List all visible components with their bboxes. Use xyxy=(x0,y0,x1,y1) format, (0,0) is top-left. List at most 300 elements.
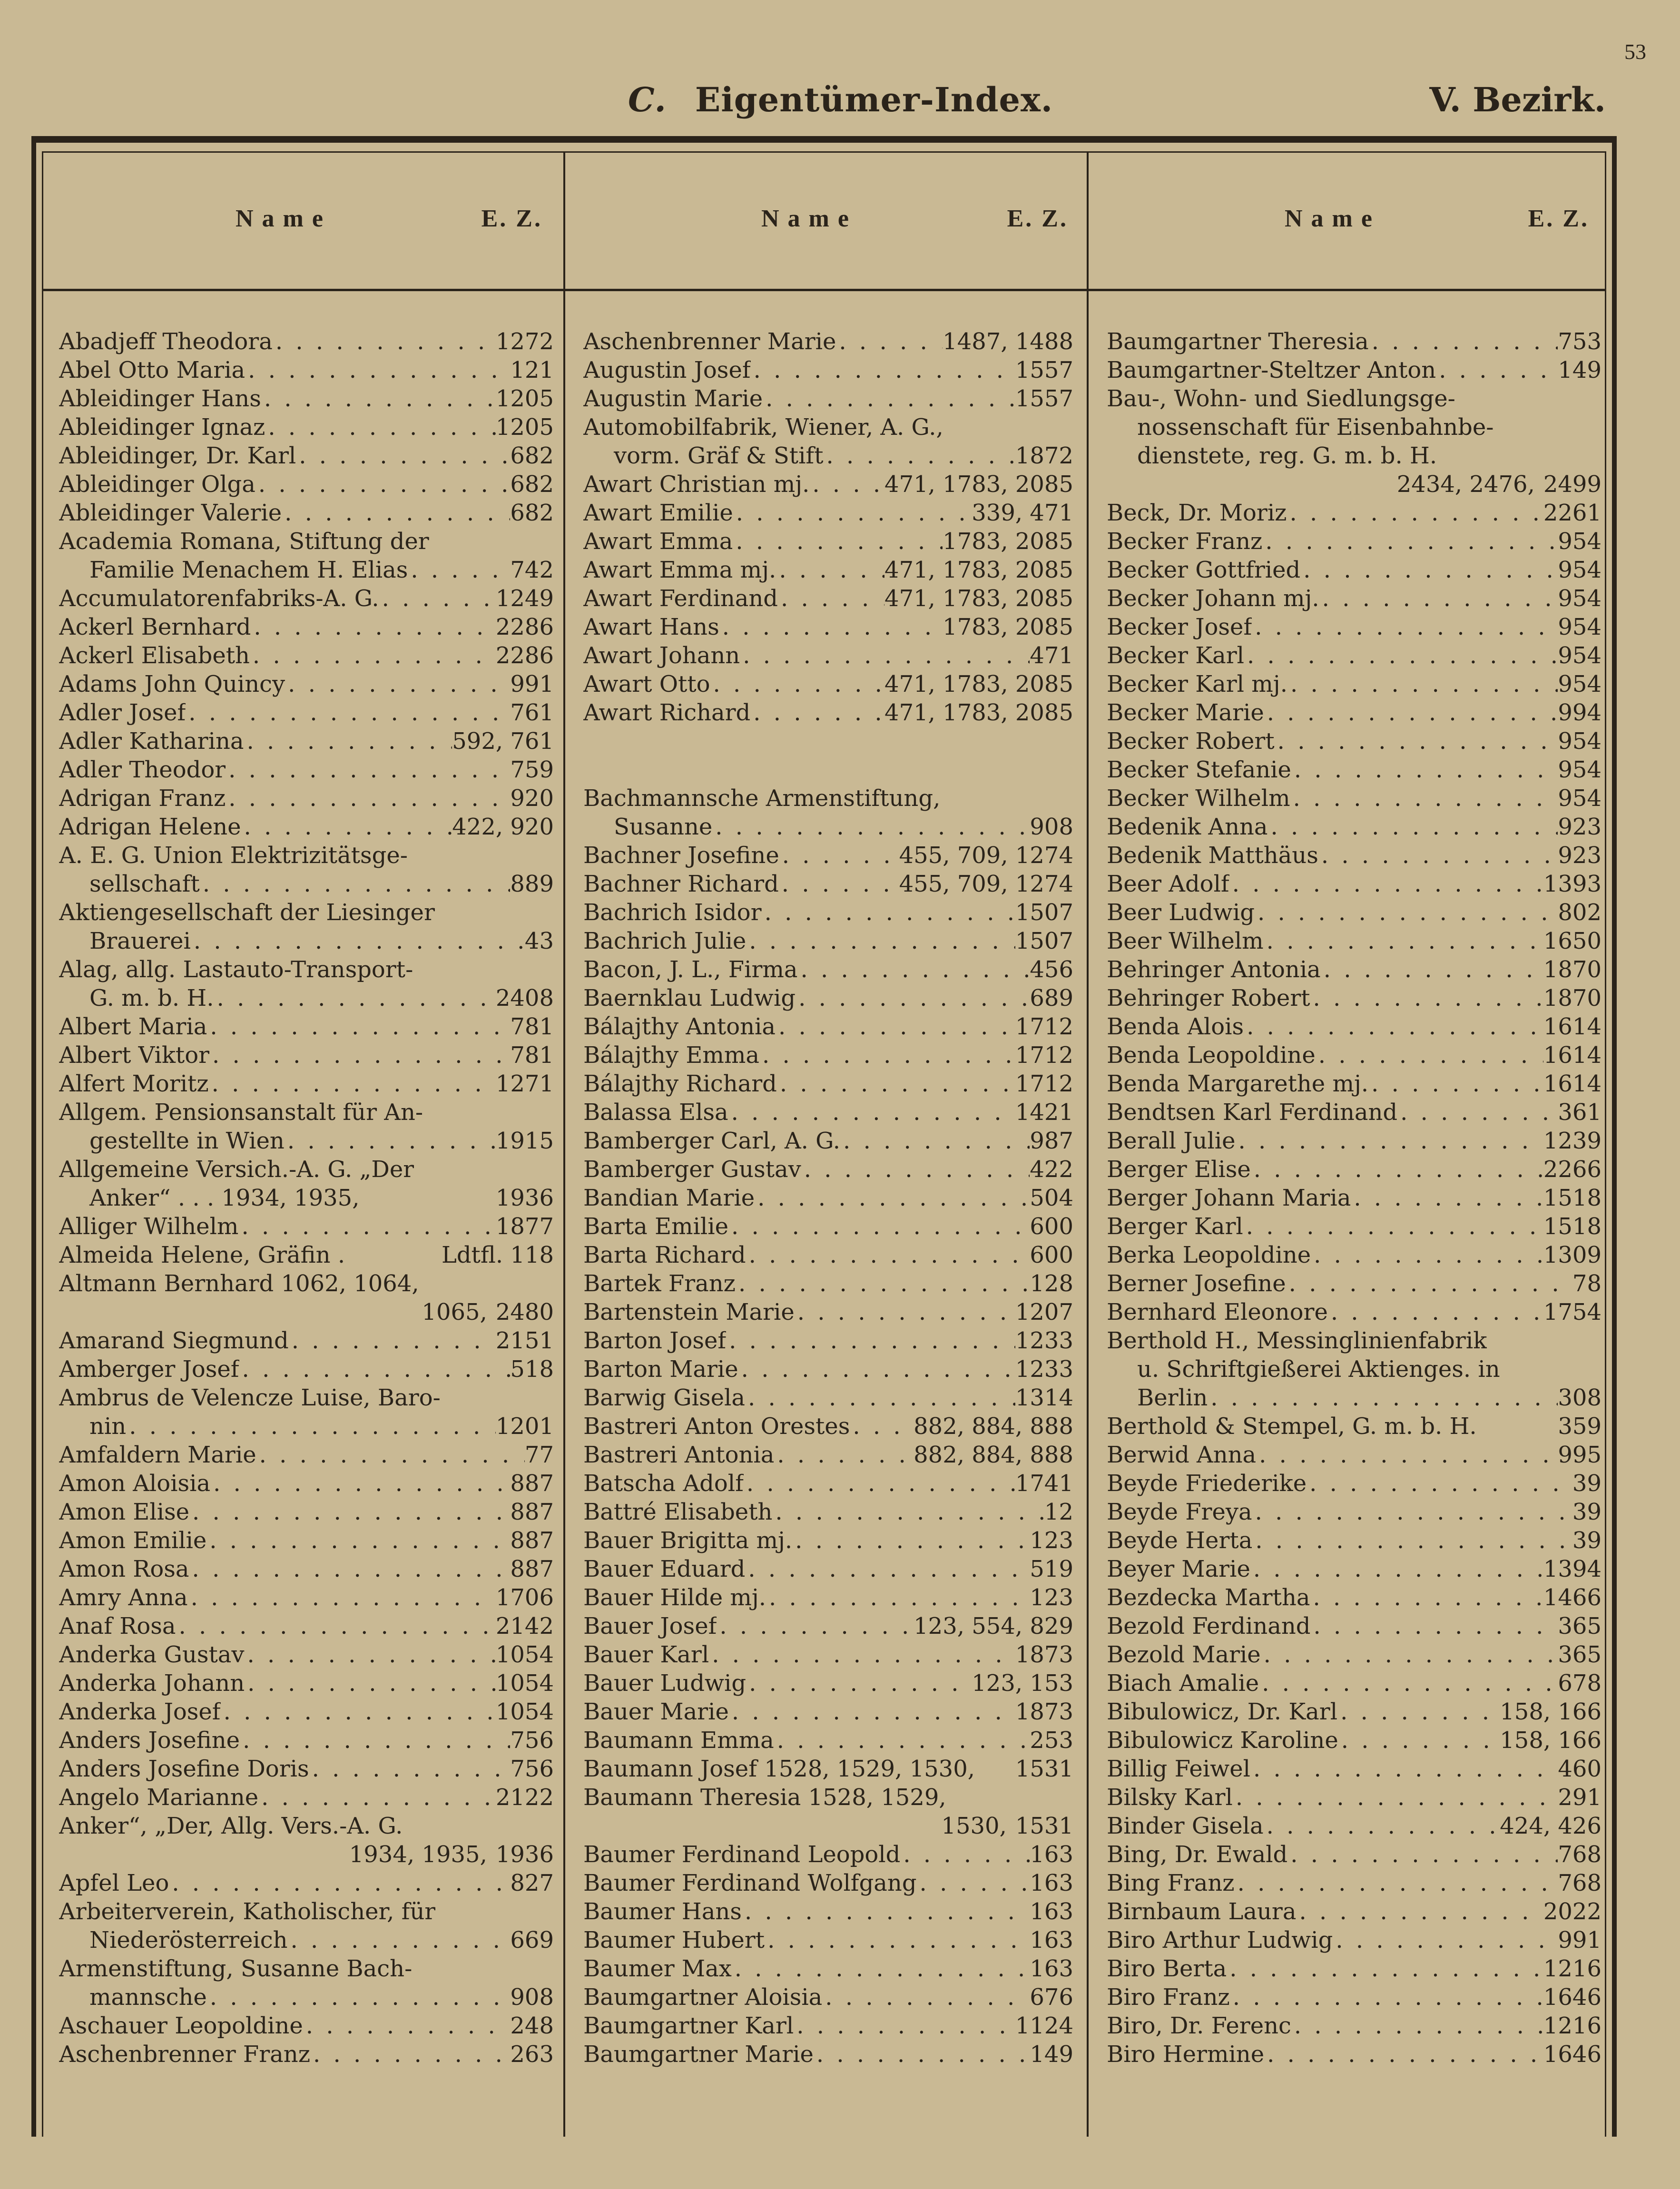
entry-ez: 1650 xyxy=(1543,928,1601,954)
entry-name: Alag, allg. Lastauto-Transport- xyxy=(59,956,413,983)
index-entry xyxy=(1107,1926,1601,1954)
leader-dots xyxy=(221,1698,496,1726)
entry-ez: 954 xyxy=(1558,557,1601,583)
index-entry xyxy=(1107,1269,1601,1298)
entry-name: Balassa Elsa xyxy=(583,1099,728,1126)
entry-name: Albert Maria xyxy=(59,1013,207,1040)
entry-ez: 471, 1783, 2085 xyxy=(884,557,1073,583)
index-column-1 xyxy=(59,327,554,2069)
entry-name: Anderka Johann xyxy=(59,1670,245,1697)
entry-ez: 39 xyxy=(1572,1470,1601,1497)
leader-dots xyxy=(709,1640,1015,1669)
index-entry xyxy=(1107,2040,1601,2069)
entry-name: Biro Arthur Ludwig xyxy=(1107,1927,1333,1953)
leader-dots xyxy=(209,1070,496,1098)
entry-ez: 987 xyxy=(1030,1128,1073,1154)
index-entry xyxy=(59,1783,554,1812)
index-entry xyxy=(1107,1583,1601,1612)
leader-dots xyxy=(745,1384,1015,1412)
entry-name: Berthold & Stempel, G. m. b. H. xyxy=(1107,1413,1477,1440)
index-entry xyxy=(1107,898,1601,927)
entry-ez: 923 xyxy=(1558,842,1601,869)
entry-name: Bacon, J. L., Firma xyxy=(583,956,798,983)
column-header-1 xyxy=(236,205,542,238)
leader-dots xyxy=(296,442,510,470)
entry-ez: 768 xyxy=(1558,1870,1601,1896)
leader-dots xyxy=(239,1355,511,1384)
index-entry-continuation xyxy=(59,984,554,1012)
entry-ez: 77 xyxy=(524,1442,554,1468)
leader-dots xyxy=(1290,784,1558,813)
entry-ez: 163 xyxy=(1030,1870,1073,1896)
entry-name: gestellte in Wien xyxy=(89,1128,285,1154)
index-entry xyxy=(583,1755,1073,1783)
entry-ez: 761 xyxy=(510,699,554,726)
entry-name: Bachner Josefine xyxy=(583,842,779,869)
leader-dots xyxy=(238,1212,495,1241)
entry-ez: 682 xyxy=(510,500,554,526)
index-entry xyxy=(59,756,554,784)
entry-name: Awart Johann xyxy=(583,642,740,669)
leader-dots xyxy=(796,984,1030,1012)
leader-dots xyxy=(1287,670,1558,698)
leader-dots xyxy=(1397,1098,1558,1127)
leader-dots xyxy=(726,1326,1015,1355)
leader-dots xyxy=(1316,1041,1543,1070)
entry-name: Amon Elise xyxy=(59,1499,190,1525)
entry-name: Bedenik Anna xyxy=(1107,814,1268,840)
entry-ez: 365 xyxy=(1558,1641,1601,1668)
entry-ez: 2266 xyxy=(1543,1156,1601,1183)
index-entry xyxy=(1107,841,1601,870)
leader-dots xyxy=(719,613,943,641)
index-entry-continuation xyxy=(583,442,1073,470)
index-entry-continuation xyxy=(1107,1384,1601,1412)
leader-dots xyxy=(1291,756,1558,784)
leader-dots xyxy=(712,813,1030,841)
leader-dots xyxy=(210,1469,510,1498)
entry-ez: 1557 xyxy=(1015,357,1073,383)
index-entry-continuation xyxy=(1107,413,1601,442)
entry-ez: 1233 xyxy=(1015,1327,1073,1354)
leader-dots xyxy=(1307,1469,1572,1498)
entry-name: Barton Marie xyxy=(583,1356,738,1383)
entry-name: Bezold Marie xyxy=(1107,1641,1261,1668)
entry-name: Allgem. Pensionsanstalt für An- xyxy=(59,1099,423,1126)
entry-name: Baumann Theresia 1528, 1529, xyxy=(583,1784,946,1811)
entry-ez: 1557 xyxy=(1015,385,1073,412)
index-entry xyxy=(1107,670,1601,698)
index-entry xyxy=(583,927,1073,955)
entry-ez: 678 xyxy=(1558,1670,1601,1697)
entry-ez: 149 xyxy=(1558,357,1601,383)
entry-name: Awart Emilie xyxy=(583,500,733,526)
entry-ez: 954 xyxy=(1558,585,1601,612)
index-entry xyxy=(59,2040,554,2069)
column-header-2 xyxy=(761,205,1068,238)
entry-name: Biach Amalie xyxy=(1107,1670,1259,1697)
leader-dots xyxy=(744,1469,1015,1498)
index-entry xyxy=(59,613,554,641)
leader-dots xyxy=(733,499,972,527)
entry-name: Bauer Eduard xyxy=(583,1556,746,1582)
leader-dots xyxy=(1368,1070,1543,1098)
entry-name: Arbeiterverein, Katholischer, für xyxy=(59,1898,436,1925)
entry-name: vorm. Gräf & Stift xyxy=(614,442,824,469)
index-entry xyxy=(583,1326,1073,1355)
leader-dots xyxy=(379,584,496,613)
leader-dots xyxy=(774,1726,1030,1755)
entry-name: Batscha Adolf xyxy=(583,1470,744,1497)
entry-ez: 1614 xyxy=(1543,1013,1601,1040)
entry-name: Bartenstein Marie xyxy=(583,1299,795,1325)
entry-name: Adrigan Helene xyxy=(59,814,241,840)
leader-dots xyxy=(207,1983,511,2012)
entry-name: Ackerl Bernhard xyxy=(59,614,251,640)
leader-dots xyxy=(840,1127,1030,1155)
entry-ez: 291 xyxy=(1558,1784,1601,1811)
entry-name: Niederösterreich xyxy=(89,1927,288,1953)
index-entry xyxy=(583,384,1073,413)
leader-dots xyxy=(1264,698,1558,727)
leader-dots xyxy=(1244,641,1558,670)
index-entry xyxy=(1107,1612,1601,1640)
entry-name: Becker Josef xyxy=(1107,614,1252,640)
entry-ez: 1873 xyxy=(1015,1698,1073,1725)
entry-name: Academia Romana, Stiftung der xyxy=(59,528,429,555)
entry-ez: 253 xyxy=(1030,1727,1073,1754)
entry-name: Bing Franz xyxy=(1107,1870,1235,1896)
entry-name: Becker Robert xyxy=(1107,728,1275,755)
entry-name: Awart Ferdinand xyxy=(583,585,778,612)
entry-name: Brauerei xyxy=(89,928,191,954)
entry-name: Baernklau Ludwig xyxy=(583,985,796,1011)
leader-dots xyxy=(779,870,899,898)
index-entry xyxy=(59,327,554,356)
leader-dots xyxy=(710,670,885,698)
entry-ez: 365 xyxy=(1558,1613,1601,1639)
entry-ez: 1936 xyxy=(495,1841,554,1868)
entry-ez: 2142 xyxy=(495,1613,554,1639)
index-entry xyxy=(59,1755,554,1783)
leader-dots xyxy=(189,1498,510,1526)
entry-ez: 339, 471 xyxy=(972,500,1073,526)
leader-dots xyxy=(1259,1669,1558,1698)
leader-dots xyxy=(1252,1526,1572,1555)
entry-name: Allgemeine Versich.-A. G. „Der xyxy=(59,1156,414,1183)
index-entry xyxy=(59,1070,554,1098)
leader-dots xyxy=(245,1640,496,1669)
leader-dots xyxy=(1261,1640,1558,1669)
index-entry xyxy=(583,1012,1073,1041)
entry-ez: 123 xyxy=(1030,1584,1073,1611)
leader-dots xyxy=(1250,1555,1543,1583)
index-entry xyxy=(59,1640,554,1669)
entry-name: Susanne xyxy=(614,814,713,840)
entry-ez: 123, 554, 829 xyxy=(914,1613,1073,1639)
index-entry xyxy=(583,1098,1073,1127)
entry-name: Berlin xyxy=(1137,1384,1208,1411)
entry-ez: 908 xyxy=(1030,814,1073,840)
index-entry-continuation xyxy=(59,556,554,584)
index-entry xyxy=(1107,1326,1601,1355)
entry-ez: 1272 xyxy=(495,328,554,355)
entry-name: Behringer Antonia xyxy=(1107,956,1321,983)
entry-name: Ackerl Elisabeth xyxy=(59,642,250,669)
leader-dots xyxy=(836,327,943,356)
leader-dots xyxy=(738,1355,1015,1384)
index-entry xyxy=(59,1726,554,1755)
index-entry xyxy=(583,1127,1073,1155)
entry-name: Bálajthy Richard xyxy=(583,1070,777,1097)
leader-dots xyxy=(1310,1612,1558,1640)
index-entry xyxy=(583,1526,1073,1555)
index-entry xyxy=(1107,1897,1601,1926)
entry-ez: 995 xyxy=(1558,1442,1601,1468)
entry-ez: 676 xyxy=(1030,1984,1073,2011)
entry-ez: 158, 166 xyxy=(1500,1698,1601,1725)
leader-dots xyxy=(188,1583,496,1612)
entry-name: Berger Karl xyxy=(1107,1213,1243,1240)
index-entry xyxy=(583,1355,1073,1384)
entry-name-part: 1065, xyxy=(422,1299,487,1325)
index-entry xyxy=(59,1355,554,1384)
index-entry xyxy=(1107,327,1601,356)
entry-ez: 1712 xyxy=(1015,1013,1073,1040)
leader-dots xyxy=(1310,984,1543,1012)
entry-name: Accumulatorenfabriks-A. G. xyxy=(59,585,379,612)
entry-name: Bibulowicz Karoline xyxy=(1107,1727,1338,1754)
leader-dots xyxy=(798,955,1030,984)
entry-name: Anker“ . . . 1934, 1935, xyxy=(89,1185,360,1211)
entry-ez: 1507 xyxy=(1015,899,1073,926)
index-entry xyxy=(583,1869,1073,1897)
leader-dots xyxy=(1319,584,1558,613)
index-entry xyxy=(583,1612,1073,1640)
entry-name: Familie Menachem H. Elias xyxy=(89,557,408,583)
entry-name: Bartek Franz xyxy=(583,1270,736,1297)
entry-name: Biro Berta xyxy=(1107,1955,1227,1982)
entry-name: Ableidinger Ignaz xyxy=(59,414,265,441)
entry-name: Awart Richard xyxy=(583,699,751,726)
entry-name: Alliger Wilhelm xyxy=(59,1213,239,1240)
entry-ez: 669 xyxy=(510,1927,554,1953)
index-entry xyxy=(59,413,554,442)
index-entry xyxy=(1107,1298,1601,1326)
index-entry xyxy=(59,841,554,870)
entry-name: G. m. b. H. xyxy=(89,985,214,1011)
index-entry xyxy=(1107,784,1601,813)
index-entry xyxy=(583,784,1073,813)
leader-dots xyxy=(186,698,510,727)
index-entry xyxy=(583,698,1073,727)
index-entry xyxy=(1107,1954,1601,1983)
entry-name: Aschauer Leopoldine xyxy=(59,2012,303,2039)
entry-ez: 954 xyxy=(1558,642,1601,669)
entry-name: Anders Josefine xyxy=(59,1727,240,1754)
entry-ez: 123 xyxy=(1030,1527,1073,1554)
index-entry xyxy=(1107,1155,1601,1184)
entry-name: Ambrus de Velencze Luise, Baro- xyxy=(59,1384,441,1411)
entry-name: Armenstiftung, Susanne Bach- xyxy=(59,1955,413,1982)
leader-dots xyxy=(1233,1783,1558,1812)
entry-name: Berger Johann Maria xyxy=(1107,1185,1351,1211)
entry-ez: 887 xyxy=(510,1527,554,1554)
leader-dots xyxy=(1252,1498,1572,1526)
entry-name: Baumgartner-Steltzer Anton xyxy=(1107,357,1436,383)
blank-line xyxy=(583,756,1073,784)
entry-name: Abel Otto Maria xyxy=(59,357,246,383)
leader-dots xyxy=(256,1441,525,1469)
entry-ez: 2022 xyxy=(1543,1898,1601,1925)
entry-name: Augustin Marie xyxy=(583,385,763,412)
index-entry xyxy=(1107,2012,1601,2040)
entry-name: Apfel Leo xyxy=(59,1870,169,1896)
leader-dots xyxy=(289,1326,496,1355)
entry-ez: 121 xyxy=(510,357,554,383)
entry-ez: 827 xyxy=(510,1870,554,1896)
entry-name-part: 1934, 1935, xyxy=(349,1841,487,1868)
leader-dots xyxy=(765,1926,1030,1954)
entry-name: Berger Elise xyxy=(1107,1156,1251,1183)
index-entry xyxy=(583,356,1073,384)
entry-ez: 460 xyxy=(1558,1756,1601,1782)
index-entry xyxy=(1107,584,1601,613)
entry-name: Barta Richard xyxy=(583,1242,746,1268)
entry-ez: 991 xyxy=(1558,1927,1601,1953)
index-entry xyxy=(59,1469,554,1498)
entry-name: Albert Viktor xyxy=(59,1042,210,1069)
entry-ez: 1205 xyxy=(495,414,554,441)
entry-ez: 2480 xyxy=(495,1299,554,1325)
index-entry xyxy=(59,1441,554,1469)
entry-name: Bauer Brigitta mj. xyxy=(583,1527,793,1554)
index-entry xyxy=(59,384,554,413)
leader-dots xyxy=(759,1041,1015,1070)
entry-name: Abadjeff Theodora xyxy=(59,328,273,355)
index-entry xyxy=(1107,813,1601,841)
entry-name: Anders Josefine Doris xyxy=(59,1756,309,1782)
leader-dots xyxy=(303,2012,511,2040)
index-entry-continuation xyxy=(59,1298,554,1326)
leader-dots xyxy=(285,1127,496,1155)
entry-ez: 682 xyxy=(510,471,554,498)
leader-dots xyxy=(733,527,943,556)
entry-name: Becker Gottfried xyxy=(1107,557,1301,583)
entry-ez: 882, 884, 888 xyxy=(914,1413,1073,1440)
entry-name: Aschenbrenner Franz xyxy=(59,2041,310,2068)
leader-dots xyxy=(850,1412,914,1441)
entry-ez: 471 xyxy=(1030,642,1073,669)
leader-dots xyxy=(250,641,496,670)
entry-name: Baumer Hans xyxy=(583,1898,742,1925)
index-entry xyxy=(1107,756,1601,784)
entry-ez: 1872 xyxy=(1015,442,1073,469)
index-entry xyxy=(583,1897,1073,1926)
index-entry xyxy=(1107,1041,1601,1070)
entry-name: Anderka Josef xyxy=(59,1698,221,1725)
entry-ez: 887 xyxy=(510,1470,554,1497)
leader-dots xyxy=(244,727,452,756)
entry-ez: 1936 xyxy=(495,1185,554,1211)
index-entry xyxy=(1107,870,1601,898)
leader-dots xyxy=(736,1269,1030,1298)
entry-name: Bauer Hilde mj. xyxy=(583,1584,766,1611)
leader-dots xyxy=(273,327,496,356)
index-entry xyxy=(583,1669,1073,1698)
index-entry xyxy=(1107,1726,1601,1755)
leader-dots xyxy=(1318,841,1558,870)
leader-dots xyxy=(917,1869,1030,1897)
index-entry xyxy=(59,1669,554,1698)
index-entry xyxy=(59,1954,554,1983)
entry-name: Awart Christian mj. xyxy=(583,471,810,498)
leader-dots xyxy=(1230,1983,1543,2012)
entry-ez: 1915 xyxy=(495,1128,554,1154)
index-entry xyxy=(583,2040,1073,2069)
index-entry xyxy=(583,1698,1073,1726)
leader-dots xyxy=(774,1441,914,1469)
leader-dots xyxy=(778,584,884,613)
entry-ez: 1124 xyxy=(1015,2012,1073,2039)
index-entry xyxy=(1107,1098,1601,1127)
index-entry xyxy=(583,1469,1073,1498)
index-entry xyxy=(583,1640,1073,1669)
entry-ez: 1466 xyxy=(1543,1584,1601,1611)
leader-dots xyxy=(176,1612,496,1640)
entry-ez: 954 xyxy=(1558,785,1601,812)
index-entry xyxy=(583,470,1073,499)
index-entry xyxy=(583,1926,1073,1954)
index-entry xyxy=(583,1384,1073,1412)
entry-ez: 756 xyxy=(510,1756,554,1782)
leader-dots xyxy=(255,470,511,499)
index-entry xyxy=(59,2012,554,2040)
entry-name: Bau-, Wohn- und Siedlungsge- xyxy=(1107,385,1455,412)
index-entry xyxy=(1107,1669,1601,1698)
entry-ez: 1054 xyxy=(495,1641,554,1668)
entry-ez: 1201 xyxy=(495,1413,554,1440)
entry-ez: 682 xyxy=(510,442,554,469)
leader-dots xyxy=(258,1783,496,1812)
entry-ez: 600 xyxy=(1030,1242,1073,1268)
entry-ez: 471, 1783, 2085 xyxy=(884,671,1073,697)
entry-name: Becker Karl xyxy=(1107,642,1245,669)
entry-ez: 1207 xyxy=(1015,1299,1073,1325)
leader-dots xyxy=(1229,870,1543,898)
entry-ez: 359 xyxy=(1558,1413,1601,1440)
entry-ez: 455, 709, 1274 xyxy=(899,871,1073,897)
entry-name: Bauer Marie xyxy=(583,1698,729,1725)
entry-ez: 39 xyxy=(1572,1499,1601,1525)
entry-ez: 1783, 2085 xyxy=(943,614,1073,640)
index-entry xyxy=(59,1555,554,1583)
entry-name: Baumgartner Karl xyxy=(583,2012,794,2039)
index-entry xyxy=(1107,1526,1601,1555)
leader-dots xyxy=(801,1155,1030,1184)
index-entry xyxy=(583,1298,1073,1326)
entry-name: Becker Stefanie xyxy=(1107,756,1291,783)
entry-ez: 519 xyxy=(1030,1556,1073,1582)
entry-name: Bachner Richard xyxy=(583,871,779,897)
leader-dots xyxy=(1291,2012,1543,2040)
entry-ez: 361 xyxy=(1558,1099,1601,1126)
index-entry xyxy=(59,1155,554,1184)
leader-dots xyxy=(792,1526,1030,1555)
index-entry xyxy=(1107,727,1601,756)
leader-dots xyxy=(746,927,1015,955)
entry-ez: 163 xyxy=(1030,1927,1073,1953)
